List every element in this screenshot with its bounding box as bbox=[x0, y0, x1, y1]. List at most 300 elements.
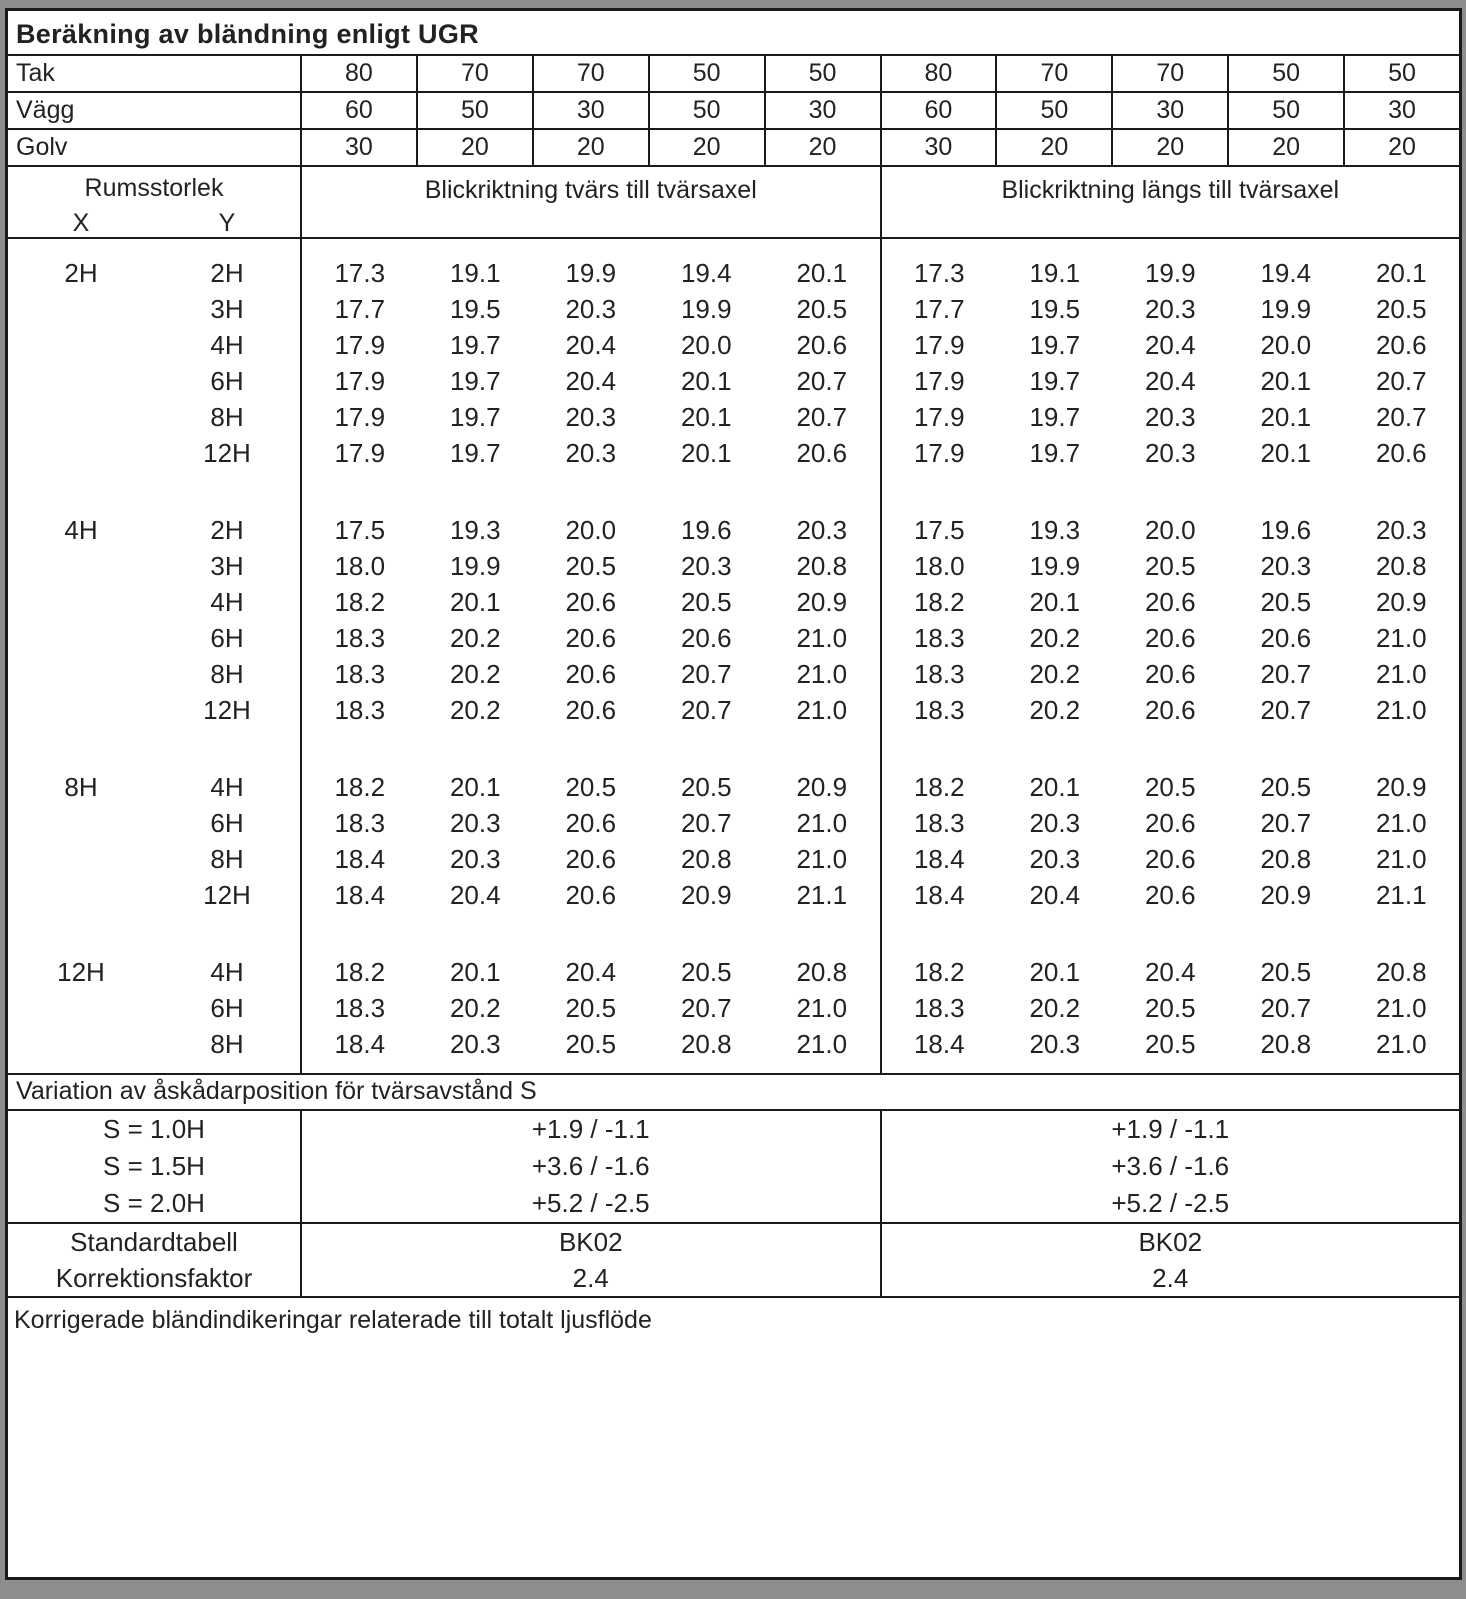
ugr-value-cell: 21.0 bbox=[796, 695, 848, 725]
ugr-value-cell: 19.7 bbox=[449, 330, 501, 360]
s-row-value: +5.2 / -2.5 bbox=[1111, 1188, 1230, 1218]
ugr-value-cell: 19.6 bbox=[1260, 515, 1312, 545]
ugr-value-cell: 20.6 bbox=[565, 695, 617, 725]
ugr-value-cell: 20.1 bbox=[449, 587, 501, 617]
param-value-cell: 50 bbox=[1343, 56, 1459, 91]
ugr-value-cell: 21.0 bbox=[1375, 623, 1427, 653]
param-value-cell: 60 bbox=[300, 93, 416, 128]
ugr-value-cell: 17.9 bbox=[334, 402, 386, 432]
column-header-row bbox=[8, 167, 1459, 239]
param-value-cell: 20 bbox=[1227, 130, 1343, 165]
ugr-value-cell: 17.9 bbox=[913, 330, 965, 360]
s-row-value: +1.9 / -1.1 bbox=[531, 1114, 650, 1144]
ugr-value-cell: 20.6 bbox=[1144, 880, 1196, 910]
ugr-value-cell: 20.0 bbox=[680, 330, 732, 360]
ugr-value-cell: 20.7 bbox=[680, 659, 732, 689]
x-size-label bbox=[8, 620, 154, 656]
ugr-value-cell: 20.5 bbox=[565, 993, 617, 1023]
y-size-label: 6H bbox=[210, 808, 244, 838]
x-size-label bbox=[8, 841, 154, 877]
s-row-label: S = 2.0H bbox=[103, 1188, 205, 1218]
room-size-row bbox=[8, 435, 300, 471]
ugr-value-cell: 19.7 bbox=[1029, 438, 1081, 468]
ugr-value-row bbox=[302, 584, 880, 620]
ugr-value-cell: 21.1 bbox=[796, 880, 848, 910]
s-variation-labels bbox=[8, 1111, 300, 1222]
ugr-value-row bbox=[302, 954, 880, 990]
ugr-value-cell: 18.4 bbox=[334, 844, 386, 874]
ugr-value-cell: 20.3 bbox=[565, 294, 617, 324]
ugr-value-row bbox=[302, 656, 880, 692]
x-size-label: 4H bbox=[64, 515, 98, 545]
ugr-value-cell: 20.2 bbox=[449, 695, 501, 725]
param-value-cell: 30 bbox=[1343, 93, 1459, 128]
ugr-value-cell: 18.4 bbox=[334, 1029, 386, 1059]
ugr-value-cell: 19.9 bbox=[1144, 258, 1196, 288]
ugr-value-row bbox=[882, 399, 1460, 435]
ugr-value-cell: 17.9 bbox=[334, 366, 386, 396]
ugr-value-cell: 20.7 bbox=[1375, 366, 1427, 396]
ugr-value-cell: 19.3 bbox=[1029, 515, 1081, 545]
ugr-value-row bbox=[302, 255, 880, 291]
footer-section bbox=[8, 1298, 1459, 1577]
param-row-label: Vägg bbox=[16, 96, 75, 124]
ugr-value-cell: 20.3 bbox=[1375, 515, 1427, 545]
ugr-value-cell: 20.0 bbox=[1144, 515, 1196, 545]
ugr-value-cell: 21.0 bbox=[1375, 844, 1427, 874]
ugr-value-cell: 20.9 bbox=[1260, 880, 1312, 910]
ugr-value-row bbox=[302, 1026, 880, 1062]
ugr-value-cell: 20.3 bbox=[1029, 1029, 1081, 1059]
ugr-value-row bbox=[882, 584, 1460, 620]
param-value-cell: 20 bbox=[995, 130, 1111, 165]
ugr-value-row bbox=[302, 620, 880, 656]
ugr-value-cell: 20.9 bbox=[796, 772, 848, 802]
ugr-value-cell: 20.1 bbox=[680, 366, 732, 396]
ugr-data-section bbox=[8, 239, 1459, 1075]
room-size-row bbox=[8, 255, 300, 291]
ugr-value-cell: 20.7 bbox=[680, 695, 732, 725]
ugr-value-row bbox=[882, 990, 1460, 1026]
ugr-value-cell: 20.6 bbox=[565, 808, 617, 838]
x-size-label bbox=[8, 548, 154, 584]
ugr-value-row bbox=[882, 255, 1460, 291]
ugr-value-cell: 19.3 bbox=[449, 515, 501, 545]
room-size-row bbox=[8, 620, 300, 656]
param-row-label: Tak bbox=[16, 59, 55, 87]
s-variation-section bbox=[8, 1111, 1459, 1224]
ugr-value-cell: 18.2 bbox=[334, 772, 386, 802]
param-value-cell: 20 bbox=[764, 130, 880, 165]
ugr-value-row bbox=[302, 769, 880, 805]
ugr-value-cell: 18.3 bbox=[913, 623, 965, 653]
ugr-value-cell: 20.7 bbox=[1375, 402, 1427, 432]
param-value-cell: 30 bbox=[880, 130, 996, 165]
ugr-value-cell: 20.5 bbox=[565, 1029, 617, 1059]
ugr-value-cell: 18.3 bbox=[334, 695, 386, 725]
param-value-cell: 20 bbox=[648, 130, 764, 165]
ugr-value-cell: 19.4 bbox=[1260, 258, 1312, 288]
ugr-value-cell: 20.7 bbox=[796, 366, 848, 396]
param-value-cell: 50 bbox=[416, 93, 532, 128]
ugr-value-cell: 20.7 bbox=[796, 402, 848, 432]
ugr-value-row bbox=[882, 954, 1460, 990]
ugr-value-cell: 18.0 bbox=[913, 551, 965, 581]
ugr-value-cell: 19.9 bbox=[565, 258, 617, 288]
x-size-label bbox=[8, 990, 154, 1026]
ugr-value-row bbox=[882, 692, 1460, 728]
room-size-row bbox=[8, 512, 300, 548]
y-size-label: 2H bbox=[210, 515, 244, 545]
ugr-value-cell: 19.7 bbox=[1029, 402, 1081, 432]
room-size-row bbox=[8, 548, 300, 584]
ugr-value-cell: 20.5 bbox=[1144, 772, 1196, 802]
ugr-value-cell: 20.6 bbox=[565, 659, 617, 689]
ugr-value-cell: 20.3 bbox=[565, 438, 617, 468]
ugr-value-cell: 20.3 bbox=[680, 551, 732, 581]
standard-values-tvars bbox=[300, 1224, 880, 1296]
x-size-label bbox=[8, 291, 154, 327]
ugr-value-cell: 18.4 bbox=[913, 844, 965, 874]
param-value-cell: 50 bbox=[1227, 93, 1343, 128]
ugr-value-cell: 20.7 bbox=[680, 993, 732, 1023]
param-value-cell: 20 bbox=[532, 130, 648, 165]
param-value-cell: 20 bbox=[1343, 130, 1459, 165]
ugr-value-cell: 19.1 bbox=[1029, 258, 1081, 288]
ugr-value-cell: 18.3 bbox=[334, 659, 386, 689]
standard-table-section bbox=[8, 1224, 1459, 1298]
ugr-value-cell: 18.4 bbox=[913, 880, 965, 910]
ugr-value-row bbox=[302, 548, 880, 584]
ugr-value-cell: 20.3 bbox=[449, 1029, 501, 1059]
ugr-value-row bbox=[302, 877, 880, 913]
ugr-value-cell: 20.5 bbox=[565, 772, 617, 802]
ugr-value-cell: 18.3 bbox=[334, 993, 386, 1023]
ugr-value-cell: 20.2 bbox=[449, 623, 501, 653]
y-size-label: 6H bbox=[210, 993, 244, 1023]
ugr-value-row bbox=[882, 512, 1460, 548]
ugr-value-cell: 20.7 bbox=[1260, 695, 1312, 725]
ugr-value-cell: 20.6 bbox=[1144, 587, 1196, 617]
room-size-row bbox=[8, 656, 300, 692]
ugr-value-cell: 20.4 bbox=[1144, 957, 1196, 987]
ugr-value-cell: 20.3 bbox=[449, 844, 501, 874]
y-size-label: 6H bbox=[210, 623, 244, 653]
ugr-value-cell: 19.7 bbox=[1029, 366, 1081, 396]
ugr-value-cell: 19.6 bbox=[680, 515, 732, 545]
ugr-value-cell: 17.9 bbox=[334, 438, 386, 468]
ugr-value-cell: 20.4 bbox=[1144, 366, 1196, 396]
s-row-value: +5.2 / -2.5 bbox=[531, 1188, 650, 1218]
ugr-value-cell: 18.2 bbox=[913, 957, 965, 987]
room-size-row bbox=[8, 399, 300, 435]
standard-values-langs bbox=[880, 1224, 1460, 1296]
s-row-label: S = 1.0H bbox=[103, 1114, 205, 1144]
room-size-column bbox=[8, 239, 300, 1073]
y-size-label: 12H bbox=[203, 695, 251, 725]
ugr-value-cell: 20.3 bbox=[796, 515, 848, 545]
param-value-cell: 50 bbox=[1227, 56, 1343, 91]
ugr-value-cell: 18.4 bbox=[334, 880, 386, 910]
ugr-value-cell: 20.2 bbox=[449, 993, 501, 1023]
param-value-cell: 30 bbox=[1111, 93, 1227, 128]
ugr-value-row bbox=[302, 805, 880, 841]
ugr-value-cell: 18.3 bbox=[913, 659, 965, 689]
tvars-values-column bbox=[300, 239, 880, 1073]
ugr-value-cell: 17.9 bbox=[913, 438, 965, 468]
table-title: Beräkning av bländning enligt UGR bbox=[8, 11, 1459, 56]
room-size-row bbox=[8, 877, 300, 913]
ugr-value-cell: 20.9 bbox=[1375, 587, 1427, 617]
ugr-value-cell: 19.7 bbox=[449, 366, 501, 396]
ugr-value-cell: 21.0 bbox=[1375, 993, 1427, 1023]
x-size-label bbox=[8, 435, 154, 471]
ugr-value-cell: 20.2 bbox=[1029, 623, 1081, 653]
x-size-label bbox=[8, 327, 154, 363]
y-size-label: 4H bbox=[210, 957, 244, 987]
ugr-value-row bbox=[882, 363, 1460, 399]
ugr-value-cell: 21.0 bbox=[796, 993, 848, 1023]
ugr-value-row bbox=[882, 291, 1460, 327]
ugr-value-cell: 21.0 bbox=[796, 1029, 848, 1059]
s-row-value: +1.9 / -1.1 bbox=[1111, 1114, 1230, 1144]
ugr-value-cell: 21.0 bbox=[796, 623, 848, 653]
param-rows-section bbox=[8, 56, 1459, 167]
ugr-value-cell: 20.5 bbox=[796, 294, 848, 324]
ugr-value-cell: 20.6 bbox=[1144, 844, 1196, 874]
ugr-value-cell: 20.9 bbox=[680, 880, 732, 910]
ugr-value-cell: 20.2 bbox=[1029, 659, 1081, 689]
ugr-value-cell: 19.9 bbox=[1029, 551, 1081, 581]
ugr-value-cell: 20.5 bbox=[680, 772, 732, 802]
param-value-cell: 70 bbox=[532, 56, 648, 91]
variation-header: Variation av åskådarposition för tvärsavstånd S bbox=[8, 1075, 1459, 1111]
ugr-value-cell: 21.0 bbox=[796, 808, 848, 838]
x-size-label bbox=[8, 1026, 154, 1062]
ugr-value-cell: 20.1 bbox=[1375, 258, 1427, 288]
x-size-label bbox=[8, 877, 154, 913]
ugr-value-cell: 19.9 bbox=[449, 551, 501, 581]
s-variation-tvars bbox=[300, 1111, 880, 1222]
ugr-value-cell: 20.3 bbox=[449, 808, 501, 838]
ugr-value-cell: 20.3 bbox=[1260, 551, 1312, 581]
ugr-value-cell: 21.0 bbox=[796, 844, 848, 874]
ugr-value-cell: 21.1 bbox=[1375, 880, 1427, 910]
y-size-label: 8H bbox=[210, 402, 244, 432]
ugr-value-cell: 20.7 bbox=[1260, 993, 1312, 1023]
ugr-value-cell: 18.3 bbox=[913, 993, 965, 1023]
ugr-value-cell: 20.7 bbox=[680, 808, 732, 838]
room-size-row bbox=[8, 990, 300, 1026]
param-value-cell: 70 bbox=[1111, 56, 1227, 91]
ugr-value-cell: 20.6 bbox=[796, 438, 848, 468]
ugr-value-cell: 20.3 bbox=[1029, 844, 1081, 874]
ugr-value-cell: 19.7 bbox=[449, 402, 501, 432]
ugr-value-cell: 19.9 bbox=[1260, 294, 1312, 324]
room-size-row bbox=[8, 805, 300, 841]
ugr-value-cell: 20.6 bbox=[1144, 808, 1196, 838]
standard-row-value: BK02 bbox=[558, 1227, 623, 1257]
param-value-cell: 70 bbox=[416, 56, 532, 91]
standard-row-label: Standardtabell bbox=[70, 1227, 238, 1257]
ugr-value-cell: 20.1 bbox=[680, 402, 732, 432]
x-size-label bbox=[8, 399, 154, 435]
room-size-row bbox=[8, 841, 300, 877]
ugr-value-cell: 18.2 bbox=[334, 957, 386, 987]
room-size-row bbox=[8, 954, 300, 990]
ugr-value-cell: 18.2 bbox=[913, 587, 965, 617]
ugr-value-cell: 20.3 bbox=[565, 402, 617, 432]
ugr-value-cell: 20.3 bbox=[1144, 402, 1196, 432]
ugr-value-row bbox=[302, 399, 880, 435]
y-size-label: 4H bbox=[210, 587, 244, 617]
ugr-value-cell: 17.7 bbox=[334, 294, 386, 324]
ugr-value-cell: 20.8 bbox=[796, 551, 848, 581]
ugr-value-cell: 20.6 bbox=[1375, 330, 1427, 360]
ugr-value-cell: 20.4 bbox=[1144, 330, 1196, 360]
ugr-value-cell: 20.7 bbox=[1260, 808, 1312, 838]
ugr-value-cell: 19.9 bbox=[680, 294, 732, 324]
ugr-value-cell: 20.6 bbox=[1375, 438, 1427, 468]
x-size-label bbox=[8, 692, 154, 728]
ugr-value-cell: 20.7 bbox=[1260, 659, 1312, 689]
s-variation-langs bbox=[880, 1111, 1460, 1222]
param-value-cell: 50 bbox=[764, 56, 880, 91]
ugr-value-cell: 20.6 bbox=[1260, 623, 1312, 653]
ugr-value-cell: 20.9 bbox=[1375, 772, 1427, 802]
ugr-value-cell: 20.5 bbox=[565, 551, 617, 581]
ugr-value-cell: 20.5 bbox=[1260, 587, 1312, 617]
ugr-value-row bbox=[882, 1026, 1460, 1062]
ugr-value-cell: 20.1 bbox=[1029, 957, 1081, 987]
room-size-row bbox=[8, 291, 300, 327]
ugr-value-cell: 20.6 bbox=[1144, 695, 1196, 725]
ugr-value-cell: 20.5 bbox=[1144, 993, 1196, 1023]
ugr-value-cell: 20.9 bbox=[796, 587, 848, 617]
ugr-value-row bbox=[302, 841, 880, 877]
ugr-value-cell: 20.0 bbox=[1260, 330, 1312, 360]
ugr-value-cell: 17.9 bbox=[913, 402, 965, 432]
param-value-cell: 50 bbox=[648, 93, 764, 128]
ugr-value-cell: 20.1 bbox=[1029, 772, 1081, 802]
x-column-header: X bbox=[72, 209, 90, 237]
y-size-label: 3H bbox=[210, 294, 244, 324]
ugr-value-cell: 20.1 bbox=[1029, 587, 1081, 617]
ugr-value-cell: 17.3 bbox=[334, 258, 386, 288]
section-header-langs: Blickriktning längs till tvärsaxel bbox=[880, 167, 1460, 238]
ugr-value-cell: 20.6 bbox=[565, 880, 617, 910]
ugr-value-row bbox=[302, 435, 880, 471]
x-size-label: 12H bbox=[57, 957, 105, 987]
ugr-value-cell: 18.2 bbox=[334, 587, 386, 617]
ugr-value-cell: 20.0 bbox=[565, 515, 617, 545]
room-size-header-cell bbox=[8, 167, 300, 238]
param-value-cell: 20 bbox=[416, 130, 532, 165]
ugr-value-row bbox=[302, 512, 880, 548]
ugr-value-cell: 20.4 bbox=[565, 366, 617, 396]
ugr-value-cell: 19.7 bbox=[1029, 330, 1081, 360]
room-size-row bbox=[8, 363, 300, 399]
param-row bbox=[8, 93, 1459, 130]
ugr-value-row bbox=[302, 327, 880, 363]
ugr-value-cell: 21.0 bbox=[1375, 695, 1427, 725]
s-row-value: +3.6 / -1.6 bbox=[531, 1151, 650, 1181]
ugr-value-cell: 20.3 bbox=[1029, 808, 1081, 838]
ugr-value-cell: 20.1 bbox=[1260, 366, 1312, 396]
ugr-value-cell: 20.6 bbox=[565, 623, 617, 653]
ugr-value-row bbox=[882, 841, 1460, 877]
ugr-value-cell: 20.5 bbox=[680, 587, 732, 617]
ugr-value-cell: 19.5 bbox=[449, 294, 501, 324]
ugr-value-row bbox=[302, 692, 880, 728]
ugr-value-cell: 20.8 bbox=[1375, 957, 1427, 987]
ugr-value-cell: 20.4 bbox=[565, 330, 617, 360]
ugr-value-cell: 19.4 bbox=[680, 258, 732, 288]
room-size-row bbox=[8, 692, 300, 728]
ugr-value-row bbox=[882, 435, 1460, 471]
ugr-value-cell: 20.1 bbox=[449, 772, 501, 802]
ugr-value-cell: 20.8 bbox=[680, 1029, 732, 1059]
y-size-label: 4H bbox=[210, 330, 244, 360]
standard-row-value: 2.4 bbox=[572, 1263, 609, 1293]
standard-row-value: 2.4 bbox=[1152, 1263, 1189, 1293]
ugr-value-cell: 18.3 bbox=[334, 808, 386, 838]
ugr-value-cell: 20.1 bbox=[680, 438, 732, 468]
ugr-value-cell: 20.2 bbox=[1029, 993, 1081, 1023]
ugr-value-cell: 20.1 bbox=[796, 258, 848, 288]
ugr-value-cell: 20.6 bbox=[1144, 659, 1196, 689]
y-size-label: 12H bbox=[203, 438, 251, 468]
ugr-value-cell: 17.3 bbox=[913, 258, 965, 288]
ugr-value-cell: 20.5 bbox=[1375, 294, 1427, 324]
ugr-value-cell: 20.8 bbox=[796, 957, 848, 987]
param-value-cell: 50 bbox=[995, 93, 1111, 128]
ugr-value-row bbox=[302, 990, 880, 1026]
y-size-label: 8H bbox=[210, 1029, 244, 1059]
param-value-cell: 30 bbox=[300, 130, 416, 165]
ugr-value-cell: 20.4 bbox=[1029, 880, 1081, 910]
param-value-cell: 80 bbox=[300, 56, 416, 91]
room-size-label: Rumsstorlek bbox=[84, 174, 224, 202]
room-size-row bbox=[8, 327, 300, 363]
x-size-label bbox=[8, 656, 154, 692]
standard-labels bbox=[8, 1224, 300, 1296]
ugr-value-cell: 17.9 bbox=[913, 366, 965, 396]
ugr-value-cell: 20.2 bbox=[1029, 695, 1081, 725]
ugr-value-row bbox=[302, 291, 880, 327]
ugr-value-cell: 19.5 bbox=[1029, 294, 1081, 324]
standard-row-value: BK02 bbox=[1138, 1227, 1203, 1257]
x-size-label bbox=[8, 363, 154, 399]
section-header-tvars: Blickriktning tvärs till tvärsaxel bbox=[300, 167, 880, 238]
param-value-cell: 50 bbox=[648, 56, 764, 91]
ugr-value-cell: 21.0 bbox=[1375, 808, 1427, 838]
ugr-value-cell: 20.6 bbox=[680, 623, 732, 653]
ugr-value-cell: 20.6 bbox=[1144, 623, 1196, 653]
param-value-cell: 80 bbox=[880, 56, 996, 91]
ugr-value-cell: 20.6 bbox=[796, 330, 848, 360]
standard-row-label: Korrektionsfaktor bbox=[55, 1263, 253, 1293]
langs-values-column bbox=[880, 239, 1460, 1073]
ugr-value-cell: 18.3 bbox=[334, 623, 386, 653]
x-size-label: 8H bbox=[64, 772, 98, 802]
s-row-value: +3.6 / -1.6 bbox=[1111, 1151, 1230, 1181]
ugr-value-cell: 19.7 bbox=[449, 438, 501, 468]
ugr-calculation-table bbox=[5, 8, 1462, 1580]
x-size-label bbox=[8, 584, 154, 620]
ugr-value-cell: 20.6 bbox=[565, 587, 617, 617]
y-size-label: 4H bbox=[210, 772, 244, 802]
